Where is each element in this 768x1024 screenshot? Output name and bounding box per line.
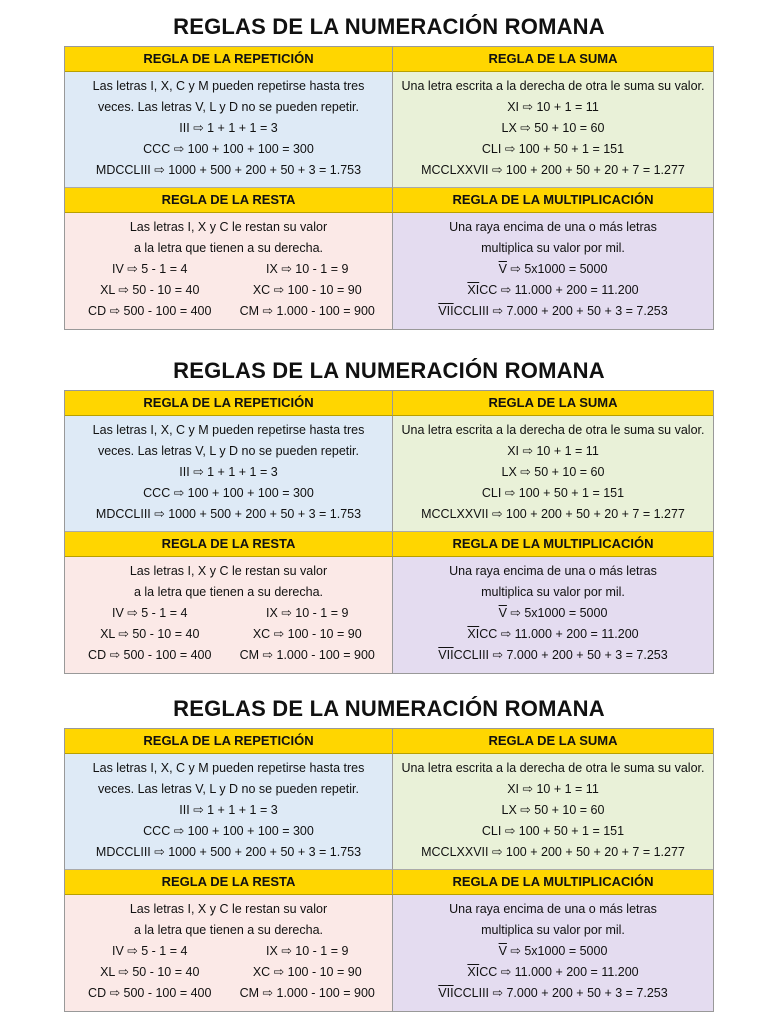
suma-example-4: MCCLXXVII ⇨ 100 + 200 + 50 + 20 + 7 = 1.277: [421, 845, 685, 859]
multiplicacion-example-3: [399, 645, 707, 666]
overlined-numeral: $\overline{V}$: [498, 944, 507, 958]
suma-example-1: XI ⇨ 10 + 1 = 11: [507, 100, 599, 114]
suma-example-3: CLI ⇨ 100 + 50 + 1 = 151: [481, 824, 625, 838]
multiplicacion-example-2-text: CC ⇨ 11.000 + 200 = 11.200: [479, 627, 639, 641]
resta-examples: [71, 259, 386, 322]
resta-text-2: a la letra que tienen a su derecha.: [133, 585, 324, 599]
resta-text-1: Las letras I, X y C le restan su valor: [129, 902, 328, 916]
cell-multiplicacion: [393, 213, 713, 329]
multiplicacion-example-1-text: ⇨ 5x1000 = 5000: [506, 606, 608, 620]
suma-example-4: MCCLXXVII ⇨ 100 + 200 + 50 + 20 + 7 = 1.277: [421, 507, 685, 521]
suma-example-2: LX ⇨ 50 + 10 = 60: [501, 803, 605, 817]
resta-example-xc: XC ⇨ 100 - 10 = 90: [252, 965, 362, 979]
resta-text-2: a la letra que tienen a su derecha.: [133, 923, 324, 937]
repeticion-example-3: MDCCLIII ⇨ 1000 + 500 + 200 + 50 + 3 = 1.753: [95, 507, 362, 521]
repeticion-text-2: veces. Las letras V, L y D no se pueden repetir.: [97, 444, 360, 458]
cell-repeticion: [65, 416, 393, 532]
header-multiplicacion: REGLA DE LA MULTIPLICACIÓN: [393, 188, 713, 213]
header-resta: REGLA DE LA RESTA: [65, 532, 393, 557]
resta-examples: [71, 941, 386, 1004]
overlined-numeral: $\overline{VII}$: [438, 304, 454, 318]
suma-example-2: LX ⇨ 50 + 10 = 60: [501, 121, 605, 135]
cell-resta: [65, 895, 393, 1011]
suma-example-3: CLI ⇨ 100 + 50 + 1 = 151: [481, 142, 625, 156]
repeticion-text-1: Las letras I, X, C y M pueden repetirse hasta tres: [92, 761, 365, 775]
suma-example-2: LX ⇨ 50 + 10 = 60: [501, 465, 605, 479]
multiplicacion-example-3-text: CCLIII ⇨ 7.000 + 200 + 50 + 3 = 7.253: [453, 648, 668, 662]
multiplicacion-example-1: [399, 941, 707, 962]
resta-example-ix: IX ⇨ 10 - 1 = 9: [266, 262, 349, 276]
overlined-numeral: $\overline{XI}$: [467, 965, 480, 979]
suma-text-1: Una letra escrita a la derecha de otra le suma su valor.: [401, 761, 705, 775]
resta-example-xl: XL ⇨ 50 - 10 = 40: [100, 283, 200, 297]
repeticion-example-3: MDCCLIII ⇨ 1000 + 500 + 200 + 50 + 3 = 1.753: [95, 163, 362, 177]
repeticion-example-2: CCC ⇨ 100 + 100 + 100 = 300: [143, 824, 314, 838]
multiplicacion-example-3: [399, 301, 707, 322]
cell-suma: [393, 754, 713, 870]
overlined-numeral: $\overline{XI}$: [467, 627, 480, 641]
repeticion-text-1: Las letras I, X, C y M pueden repetirse hasta tres: [92, 423, 365, 437]
repeticion-text-1: Las letras I, X, C y M pueden repetirse hasta tres: [92, 79, 365, 93]
cell-resta: [65, 557, 393, 673]
repeticion-example-2: CCC ⇨ 100 + 100 + 100 = 300: [143, 486, 314, 500]
multiplicacion-example-3-text: CCLIII ⇨ 7.000 + 200 + 50 + 3 = 7.253: [453, 304, 668, 318]
cell-repeticion: [65, 754, 393, 870]
multiplicacion-example-2-text: CC ⇨ 11.000 + 200 = 11.200: [479, 965, 639, 979]
resta-example-cd: CD ⇨ 500 - 100 = 400: [88, 648, 212, 662]
resta-example-ix: IX ⇨ 10 - 1 = 9: [266, 944, 349, 958]
overlined-numeral: $\overline{V}$: [498, 606, 507, 620]
multiplicacion-example-1: [399, 259, 707, 280]
multiplicacion-example-2-text: CC ⇨ 11.000 + 200 = 11.200: [479, 283, 639, 297]
multiplicacion-example-3-text: CCLIII ⇨ 7.000 + 200 + 50 + 3 = 7.253: [453, 986, 668, 1000]
repeticion-example-3: MDCCLIII ⇨ 1000 + 500 + 200 + 50 + 3 = 1.753: [95, 845, 362, 859]
overlined-numeral: $\overline{XI}$: [467, 283, 480, 297]
overlined-numeral: $\overline{VII}$: [438, 986, 454, 1000]
resta-example-xl: XL ⇨ 50 - 10 = 40: [100, 965, 200, 979]
rules-card: [64, 14, 714, 330]
suma-example-4: MCCLXXVII ⇨ 100 + 200 + 50 + 20 + 7 = 1.277: [421, 163, 685, 177]
rules-table: [64, 390, 714, 674]
header-repeticion: REGLA DE LA REPETICIÓN: [65, 391, 393, 416]
header-repeticion: REGLA DE LA REPETICIÓN: [65, 47, 393, 72]
card-title: REGLAS DE LA NUMERACIÓN ROMANA: [173, 696, 605, 721]
header-resta: REGLA DE LA RESTA: [65, 188, 393, 213]
resta-example-cd: CD ⇨ 500 - 100 = 400: [88, 304, 212, 318]
multiplicacion-text-2: multiplica su valor por mil.: [481, 241, 625, 255]
multiplicacion-example-2: [399, 624, 707, 645]
rules-table: [64, 46, 714, 330]
header-suma: REGLA DE LA SUMA: [393, 47, 713, 72]
multiplicacion-example-1-text: ⇨ 5x1000 = 5000: [506, 262, 608, 276]
cell-multiplicacion: [393, 895, 713, 1011]
rules-table: [64, 728, 714, 1012]
resta-text-2: a la letra que tienen a su derecha.: [133, 241, 324, 255]
resta-example-xc: XC ⇨ 100 - 10 = 90: [252, 627, 362, 641]
repeticion-text-2: veces. Las letras V, L y D no se pueden repetir.: [97, 100, 360, 114]
cell-multiplicacion: [393, 557, 713, 673]
multiplicacion-text-2: multiplica su valor por mil.: [481, 923, 625, 937]
repeticion-example-2: CCC ⇨ 100 + 100 + 100 = 300: [143, 142, 314, 156]
multiplicacion-example-3: [399, 983, 707, 1004]
cell-suma: [393, 72, 713, 188]
header-suma: REGLA DE LA SUMA: [393, 729, 713, 754]
multiplicacion-text-1: Una raya encima de una o más letras: [449, 220, 657, 234]
repeticion-example-1: III ⇨ 1 + 1 + 1 = 3: [179, 465, 278, 479]
multiplicacion-example-1-text: ⇨ 5x1000 = 5000: [506, 944, 608, 958]
rules-card: [64, 696, 714, 1012]
resta-example-cd: CD ⇨ 500 - 100 = 400: [88, 986, 212, 1000]
repeticion-example-1: III ⇨ 1 + 1 + 1 = 3: [179, 121, 278, 135]
resta-example-iv: IV ⇨ 5 - 1 = 4: [112, 944, 188, 958]
resta-example-cm: CM ⇨ 1.000 - 100 = 900: [239, 304, 375, 318]
multiplicacion-example-2: [399, 280, 707, 301]
header-repeticion: REGLA DE LA REPETICIÓN: [65, 729, 393, 754]
card-title: REGLAS DE LA NUMERACIÓN ROMANA: [173, 14, 605, 39]
resta-example-iv: IV ⇨ 5 - 1 = 4: [112, 262, 188, 276]
resta-example-ix: IX ⇨ 10 - 1 = 9: [266, 606, 349, 620]
header-multiplicacion: REGLA DE LA MULTIPLICACIÓN: [393, 870, 713, 895]
multiplicacion-text-1: Una raya encima de una o más letras: [449, 564, 657, 578]
header-suma: REGLA DE LA SUMA: [393, 391, 713, 416]
overlined-numeral: $\overline{V}$: [498, 262, 507, 276]
header-multiplicacion: REGLA DE LA MULTIPLICACIÓN: [393, 532, 713, 557]
repeticion-example-1: III ⇨ 1 + 1 + 1 = 3: [179, 803, 278, 817]
multiplicacion-example-2: [399, 962, 707, 983]
multiplicacion-text-1: Una raya encima de una o más letras: [449, 902, 657, 916]
cell-repeticion: [65, 72, 393, 188]
resta-example-cm: CM ⇨ 1.000 - 100 = 900: [239, 648, 375, 662]
card-title: REGLAS DE LA NUMERACIÓN ROMANA: [173, 358, 605, 383]
suma-text-1: Una letra escrita a la derecha de otra le suma su valor.: [401, 79, 705, 93]
suma-example-3: CLI ⇨ 100 + 50 + 1 = 151: [481, 486, 625, 500]
resta-example-xl: XL ⇨ 50 - 10 = 40: [100, 627, 200, 641]
multiplicacion-example-1: [399, 603, 707, 624]
resta-example-xc: XC ⇨ 100 - 10 = 90: [252, 283, 362, 297]
suma-example-1: XI ⇨ 10 + 1 = 11: [507, 444, 599, 458]
rules-card: [64, 358, 714, 674]
repeticion-text-2: veces. Las letras V, L y D no se pueden repetir.: [97, 782, 360, 796]
suma-example-1: XI ⇨ 10 + 1 = 11: [507, 782, 599, 796]
header-resta: REGLA DE LA RESTA: [65, 870, 393, 895]
overlined-numeral: $\overline{VII}$: [438, 648, 454, 662]
cell-suma: [393, 416, 713, 532]
resta-example-cm: CM ⇨ 1.000 - 100 = 900: [239, 986, 375, 1000]
resta-text-1: Las letras I, X y C le restan su valor: [129, 220, 328, 234]
resta-text-1: Las letras I, X y C le restan su valor: [129, 564, 328, 578]
resta-example-iv: IV ⇨ 5 - 1 = 4: [112, 606, 188, 620]
multiplicacion-text-2: multiplica su valor por mil.: [481, 585, 625, 599]
resta-examples: [71, 603, 386, 666]
suma-text-1: Una letra escrita a la derecha de otra le suma su valor.: [401, 423, 705, 437]
cell-resta: [65, 213, 393, 329]
